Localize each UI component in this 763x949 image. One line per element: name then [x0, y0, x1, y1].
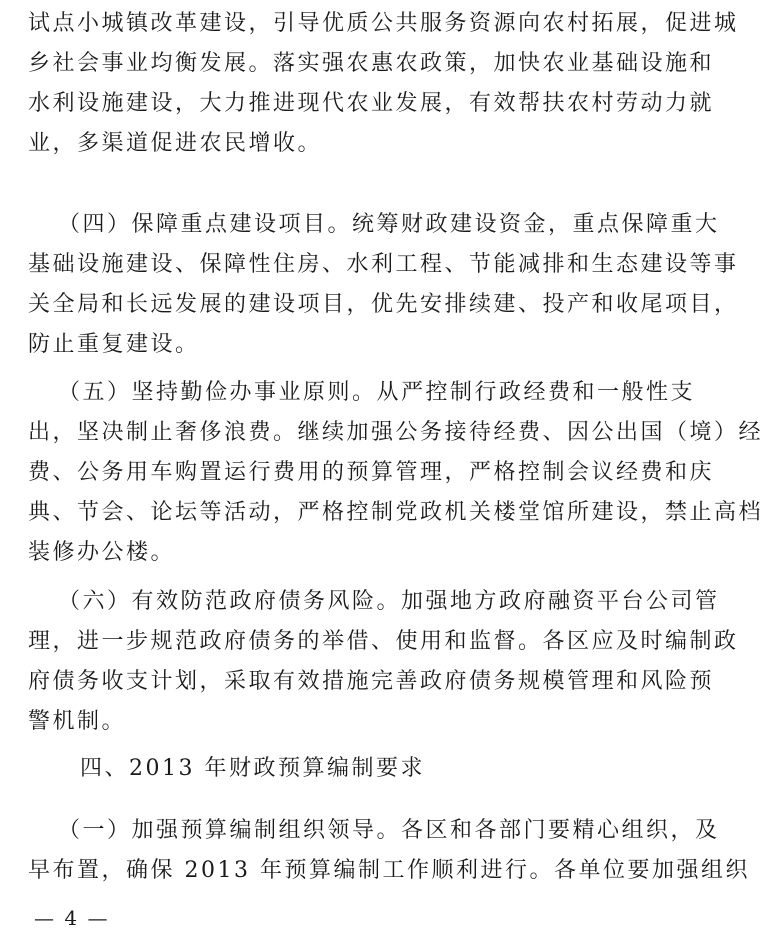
text-line: （一）加强预算编制组织领导。各区和各部门要精心组织，及 [58, 818, 720, 843]
text-line: 乡社会事业均衡发展。落实强农惠农政策，加快农业基础设施和 [28, 51, 715, 76]
section-heading [28, 749, 425, 789]
page-number: — 4 — [34, 906, 110, 930]
text-line: （六）有效防范政府债务风险。加强地方政府融资平台公司管 [58, 589, 720, 614]
text-line: 警机制。 [28, 709, 127, 734]
text-line: 关全局和长远发展的建设项目，优先安排续建、投产和收尾项目， [28, 292, 739, 317]
text-line: 出，坚决制止奢侈浪费。继续加强公务接待经费、因公出国（境）经 [28, 420, 763, 445]
text-line: 府债务收支计划，采取有效措施完善政府债务规模管理和风险预 [28, 669, 715, 694]
text-line: 防止重复建设。 [28, 332, 200, 357]
text-line: （四）保障重点建设项目。统筹财政建设资金，重点保障重大 [58, 212, 720, 237]
text-line: 费、公务用车购置运行费用的预算管理，严格控制会议经费和庆 [28, 460, 715, 485]
paragraph-4 [28, 582, 739, 742]
text-line: 水利设施建设，大力推进现代农业发展，有效帮扶农村劳动力就 [28, 91, 715, 116]
text-line: 理，进一步规范政府债务的举借、使用和监督。各区应及时编制政 [28, 629, 739, 654]
text-line: 装修办公楼。 [28, 540, 176, 565]
text-line: 试点小城镇改革建设，引导优质公共服务资源向农村拓展，促进城 [28, 11, 739, 36]
paragraph-2 [28, 205, 739, 365]
text-line: 业，多渠道促进农民增收。 [28, 131, 323, 156]
text-line: 基础设施建设、保障性住房、水利工程、节能减排和生态建设等事 [28, 252, 739, 277]
paragraph-1 [28, 4, 739, 164]
text-line: 典、节会、论坛等活动，严格控制党政机关楼堂馆所建设，禁止高档 [28, 500, 763, 525]
text-line: （五）坚持勤俭办事业原则。从严控制行政经费和一般性支 [58, 380, 696, 405]
heading-text: 四、2013 年财政预算编制要求 [80, 756, 425, 781]
text-line: 早布置，确保 2013 年预算编制工作顺利进行。各单位要加强组织 [28, 858, 750, 883]
paragraph-3 [28, 373, 763, 573]
paragraph-5 [28, 811, 750, 891]
